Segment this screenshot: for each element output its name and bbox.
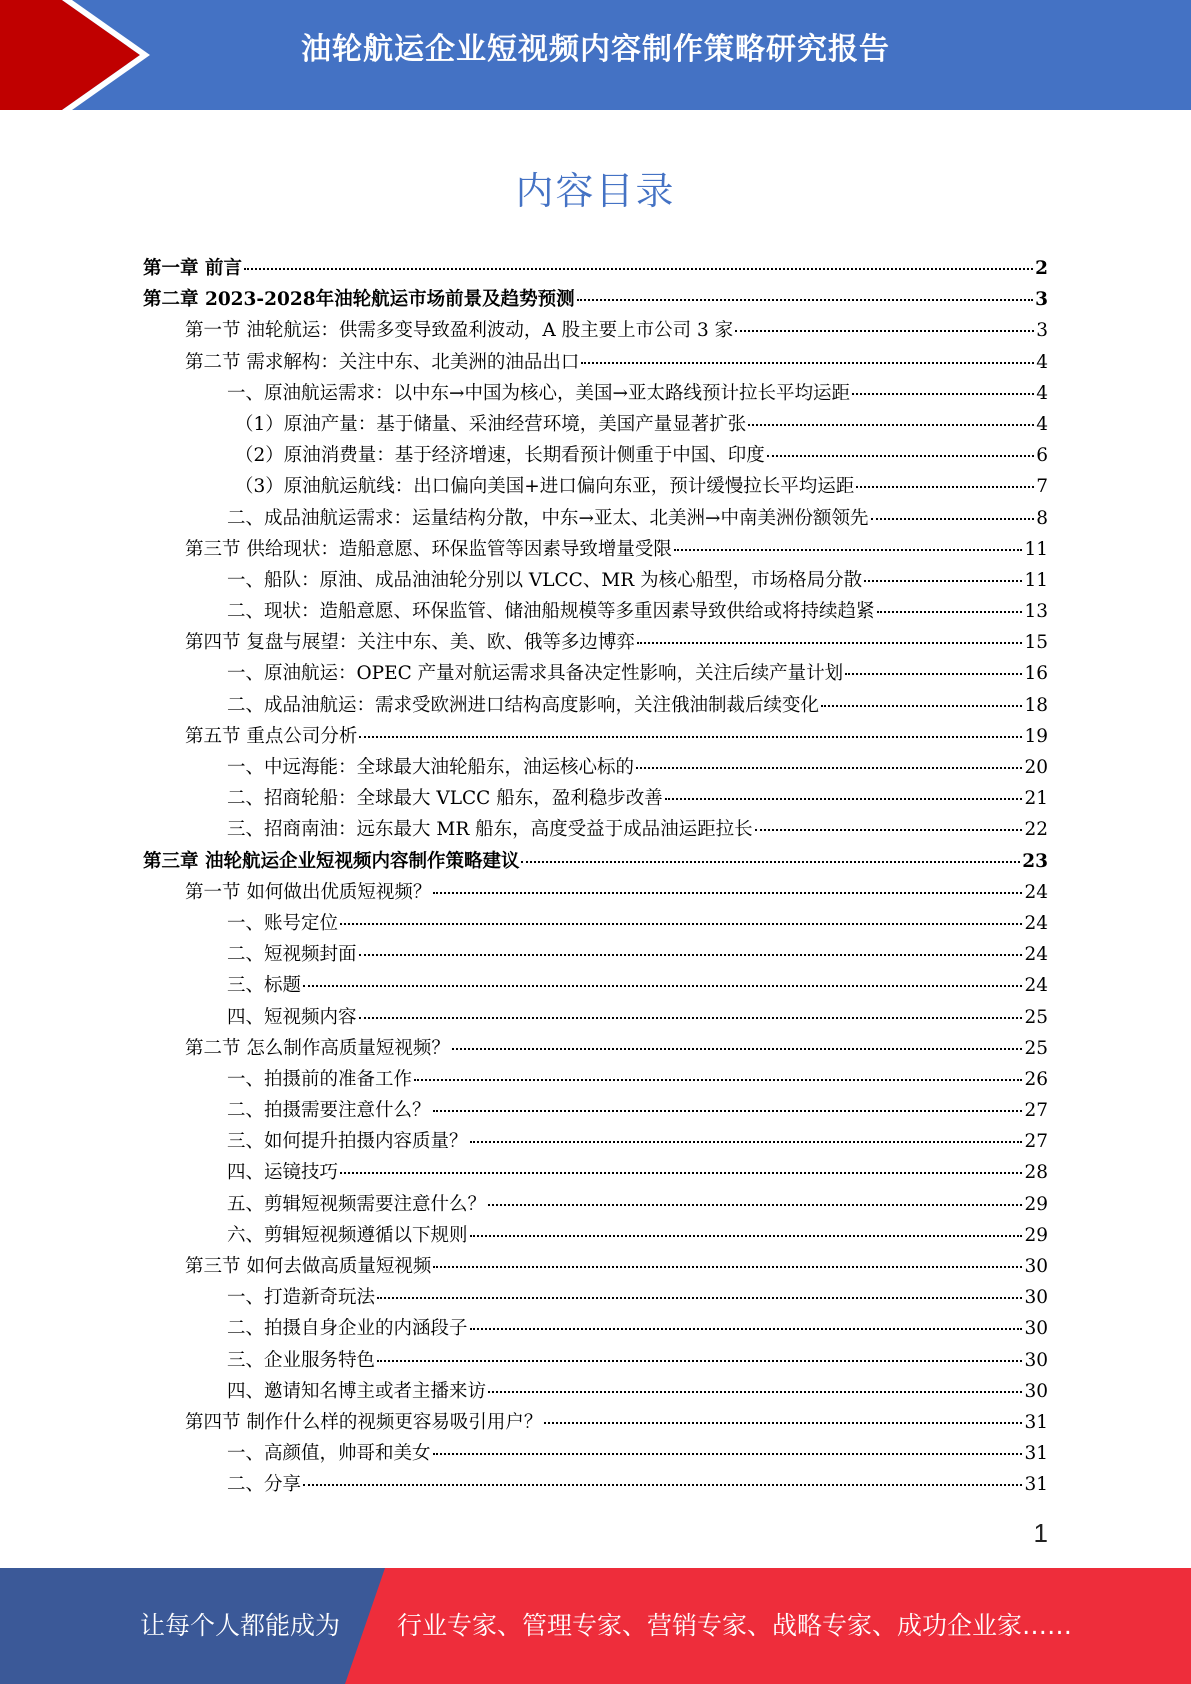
toc-entry-page: 8	[1036, 507, 1048, 529]
toc-leader-dots	[581, 361, 1034, 364]
toc-leader-dots	[852, 392, 1034, 395]
toc-entry-title: 三、招商南油：远东最大 MR 船东，高度受益于成品油运距拉长	[227, 819, 753, 841]
toc-leader-dots	[359, 735, 1022, 738]
toc-entry[interactable]	[143, 970, 1048, 1001]
toc-entry-title: 二、成品油航运需求：运量结构分散，中东→亚太、北美洲→中南美洲份额领先	[227, 507, 869, 529]
toc-entry-title: 二、拍摄需要注意什么？	[227, 1100, 431, 1122]
toc-entry[interactable]	[143, 690, 1048, 721]
toc-leader-dots	[470, 1234, 1023, 1237]
toc-entry[interactable]	[143, 1345, 1048, 1376]
toc-entry[interactable]	[143, 471, 1048, 502]
toc-entry-page: 31	[1024, 1443, 1048, 1465]
toc-entry-title: 一、原油航运需求：以中东→中国为核心，美国→亚太路线预计拉长平均运距	[227, 382, 851, 404]
toc-entry-title: （3）原油航运航线：出口偏向美国+进口偏向东亚，预计缓慢拉长平均运距	[235, 476, 855, 498]
toc-entry-page: 4	[1036, 382, 1048, 404]
toc-leader-dots	[821, 704, 1022, 707]
toc-entry-page: 22	[1024, 819, 1048, 841]
toc-entry[interactable]	[143, 1469, 1048, 1500]
toc-leader-dots	[340, 1171, 1022, 1174]
toc-entry[interactable]	[143, 284, 1048, 315]
toc-entry[interactable]	[143, 1095, 1048, 1126]
toc-entry-title: 三、企业服务特色	[227, 1349, 376, 1371]
toc-entry[interactable]	[143, 253, 1048, 284]
toc-heading: 内容目录	[515, 169, 676, 213]
toc-leader-dots	[521, 860, 1020, 863]
toc-entry-title: 第一节 油轮航运：供需多变导致盈利波动，A 股主要上市公司 3 家	[185, 320, 734, 342]
toc-leader-dots	[544, 1421, 1022, 1424]
toc-entry[interactable]	[143, 1251, 1048, 1282]
toc-entry-title: 第四节 制作什么样的视频更容易吸引用户？	[185, 1411, 543, 1433]
toc-leader-dots	[767, 454, 1034, 457]
toc-entry-title: 一、船队：原油、成品油油轮分别以 VLCC、MR 为核心船型，市场格局分散	[227, 569, 863, 591]
toc-entry[interactable]	[143, 534, 1048, 565]
toc-entry-page: 24	[1024, 881, 1048, 903]
toc-entry-page: 25	[1024, 1006, 1048, 1028]
toc-leader-dots	[433, 891, 1022, 894]
toc-entry-page: 2	[1035, 258, 1048, 279]
toc-entry-page: 24	[1024, 975, 1048, 997]
toc-entry[interactable]	[143, 1002, 1048, 1033]
toc-entry-title: 第四节 复盘与展望：关注中东、美、欧、俄等多边博弈	[185, 632, 635, 654]
toc-entry-title: 一、原油航运：OPEC 产量对航运需求具备决定性影响，关注后续产量计划	[227, 663, 844, 685]
toc-entry-title: 第二节 需求解构：关注中东、北美洲的油品出口	[185, 351, 580, 373]
toc-entry-title: 第二章 2023-2028年油轮航运市场前景及趋势预测	[143, 289, 575, 311]
toc-entry[interactable]	[143, 1282, 1048, 1313]
toc-entry[interactable]	[143, 1033, 1048, 1064]
toc-entry-page: 3	[1035, 289, 1048, 311]
toc-leader-dots	[748, 423, 1034, 426]
toc-leader-dots	[877, 610, 1023, 613]
toc-leader-dots	[856, 485, 1034, 488]
toc-entry-title: 三、标题	[227, 975, 302, 997]
toc-entry[interactable]	[143, 1126, 1048, 1157]
toc-leader-dots	[637, 641, 1023, 644]
toc-entry-title: 一、高颜值，帅哥和美女	[227, 1443, 431, 1465]
toc-leader-dots	[414, 1078, 1022, 1081]
toc-leader-dots	[244, 267, 1033, 270]
toc-entry-page: 24	[1024, 944, 1048, 966]
toc-entry[interactable]	[143, 658, 1048, 689]
toc-entry[interactable]	[143, 1438, 1048, 1469]
toc-entry-page: 21	[1024, 788, 1048, 810]
toc-entry-title: 二、短视频封面	[227, 944, 357, 966]
toc-leader-dots	[470, 1140, 1023, 1143]
toc-entry[interactable]	[143, 1407, 1048, 1438]
toc-entry-title: 第一节 如何做出优质短视频？	[185, 881, 432, 903]
toc-entry-page: 11	[1024, 538, 1048, 560]
toc-entry-page: 23	[1022, 850, 1048, 872]
toc-leader-dots	[359, 953, 1023, 956]
toc-entry[interactable]	[143, 783, 1048, 814]
toc-entry[interactable]	[143, 1220, 1048, 1251]
toc-entry-page: 19	[1024, 725, 1048, 747]
footer-slogan-right: 行业专家、管理专家、营销专家、战略专家、成功企业家……	[397, 1611, 1073, 1640]
toc-entry-title: 四、短视频内容	[227, 1006, 357, 1028]
toc-entry-page: 4	[1036, 351, 1048, 373]
toc-leader-dots	[755, 828, 1023, 831]
toc-entry-title: （1）原油产量：基于储量、采油经营环境，美国产量显著扩张	[235, 413, 747, 435]
toc-leader-dots	[377, 1296, 1022, 1299]
toc-entry-page: 26	[1024, 1068, 1048, 1090]
toc-entry[interactable]	[143, 1157, 1048, 1188]
toc-entry-title: 第三章 油轮航运企业短视频内容制作策略建议	[143, 850, 520, 872]
toc-entry-page: 3	[1036, 320, 1048, 342]
toc-entry-page: 30	[1024, 1318, 1048, 1340]
toc-entry-title: 二、现状：造船意愿、环保监管、储油船规模等多重因素导致供给或将持续趋紧	[227, 601, 875, 623]
toc-entry-page: 16	[1024, 663, 1048, 685]
toc-entry[interactable]	[143, 877, 1048, 908]
toc-entry-title: 第三节 供给现状：造船意愿、环保监管等因素导致增量受限	[185, 538, 672, 560]
toc-entry-page: 29	[1024, 1224, 1048, 1246]
toc-entry-page: 18	[1024, 694, 1048, 716]
page-number: 1	[1033, 1518, 1048, 1548]
toc-entry-page: 31	[1024, 1474, 1048, 1496]
toc-entry[interactable]	[143, 721, 1048, 752]
toc-entry-page: 27	[1024, 1100, 1048, 1122]
toc-entry-page: 11	[1024, 569, 1048, 591]
header-band	[0, 0, 1191, 110]
toc-entry-page: 27	[1024, 1131, 1048, 1153]
toc-entry-page: 30	[1024, 1380, 1048, 1402]
toc-leader-dots	[433, 1265, 1022, 1268]
toc-entry-title: 第一章 前言	[143, 258, 242, 279]
toc-entry-title: 第五节 重点公司分析	[185, 725, 358, 747]
toc-entry-title: 二、拍摄自身企业的内涵段子	[227, 1318, 468, 1340]
toc-entry-page: 30	[1024, 1287, 1048, 1309]
toc-entry-title: 一、拍摄前的准备工作	[227, 1068, 413, 1090]
toc-entry[interactable]	[143, 440, 1048, 471]
toc-entry-title: 第三节 如何去做高质量短视频	[185, 1256, 432, 1277]
toc-leader-dots	[452, 1047, 1023, 1050]
toc-entry-title: 四、运镜技巧	[227, 1162, 339, 1184]
toc-entry[interactable]	[143, 378, 1048, 409]
toc-leader-dots	[433, 1452, 1023, 1455]
toc-entry[interactable]	[143, 503, 1048, 534]
toc-entry[interactable]	[143, 752, 1048, 783]
toc-leader-dots	[845, 672, 1022, 675]
toc-entry-page: 13	[1024, 601, 1048, 623]
toc-entry[interactable]	[143, 1064, 1048, 1095]
report-title: 油轮航运企业短视频内容制作策略研究报告	[301, 32, 890, 67]
toc-entry-title: 四、邀请知名博主或者主播来访	[227, 1380, 487, 1402]
toc-entry[interactable]	[143, 409, 1048, 440]
toc-leader-dots	[674, 548, 1023, 551]
toc-entry-title: 六、剪辑短视频遵循以下规则	[227, 1224, 468, 1246]
toc-leader-dots	[433, 1109, 1023, 1112]
toc-entry-title: 五、剪辑短视频需要注意什么？	[227, 1193, 487, 1215]
toc-leader-dots	[488, 1203, 1022, 1206]
toc-entry-title: 一、中远海能：全球最大油轮船东，油运核心标的	[227, 757, 635, 778]
toc-entry-page: 15	[1024, 632, 1048, 654]
toc-entry-title: 一、打造新奇玩法	[227, 1287, 376, 1309]
toc-entry-title: 第二节 怎么制作高质量短视频？	[185, 1037, 450, 1059]
toc-entry-title: 二、分享	[227, 1474, 302, 1496]
toc-leader-dots	[636, 766, 1022, 769]
toc-entry-page: 28	[1024, 1162, 1048, 1184]
toc-entry-title: 二、成品油航运：需求受欧洲进口结构高度影响，关注俄油制裁后续变化	[227, 694, 820, 716]
toc-entry[interactable]	[143, 846, 1048, 877]
toc-entry-page: 24	[1024, 912, 1048, 934]
toc-entry[interactable]	[143, 315, 1048, 346]
toc-entry-page: 31	[1024, 1411, 1048, 1433]
toc-entry[interactable]	[143, 1189, 1048, 1220]
toc-leader-dots	[735, 329, 1034, 332]
toc-entry[interactable]	[143, 347, 1048, 378]
toc-entry-page: 25	[1024, 1037, 1048, 1059]
toc-entry-title: （2）原油消费量：基于经济增速，长期看预计侧重于中国、印度	[235, 445, 765, 467]
toc-leader-dots	[488, 1390, 1022, 1393]
toc-entry-title: 一、账号定位	[227, 912, 339, 934]
toc-leader-dots	[303, 1483, 1022, 1486]
footer-slogan-left: 让每个人都能成为	[140, 1611, 341, 1640]
toc-leader-dots	[377, 1359, 1022, 1362]
toc-entry[interactable]	[143, 596, 1048, 627]
toc-entry-page: 6	[1036, 445, 1048, 467]
toc-entry[interactable]	[143, 565, 1048, 596]
table-of-contents	[143, 253, 1048, 1501]
toc-leader-dots	[665, 797, 1023, 800]
toc-leader-dots	[359, 1016, 1023, 1019]
toc-leader-dots	[340, 922, 1022, 925]
toc-entry-page: 30	[1024, 1349, 1048, 1371]
toc-leader-dots	[864, 579, 1022, 582]
toc-leader-dots	[303, 984, 1022, 987]
toc-entry-title: 二、招商轮船：全球最大 VLCC 船东，盈利稳步改善	[227, 788, 663, 810]
toc-entry-page: 30	[1024, 1256, 1048, 1277]
toc-entry-title: 三、如何提升拍摄内容质量？	[227, 1131, 468, 1153]
toc-leader-dots	[470, 1327, 1023, 1330]
toc-leader-dots	[871, 517, 1035, 520]
toc-entry[interactable]	[143, 814, 1048, 845]
toc-leader-dots	[577, 298, 1034, 301]
toc-entry-page: 29	[1024, 1193, 1048, 1215]
toc-entry[interactable]	[143, 939, 1048, 970]
footer-band	[0, 1568, 1191, 1684]
toc-entry[interactable]	[143, 1376, 1048, 1407]
toc-entry-page: 7	[1036, 476, 1048, 498]
toc-entry[interactable]	[143, 908, 1048, 939]
toc-entry-page: 20	[1024, 757, 1048, 778]
toc-entry-page: 4	[1036, 413, 1048, 435]
toc-entry[interactable]	[143, 1313, 1048, 1344]
toc-entry[interactable]	[143, 627, 1048, 658]
